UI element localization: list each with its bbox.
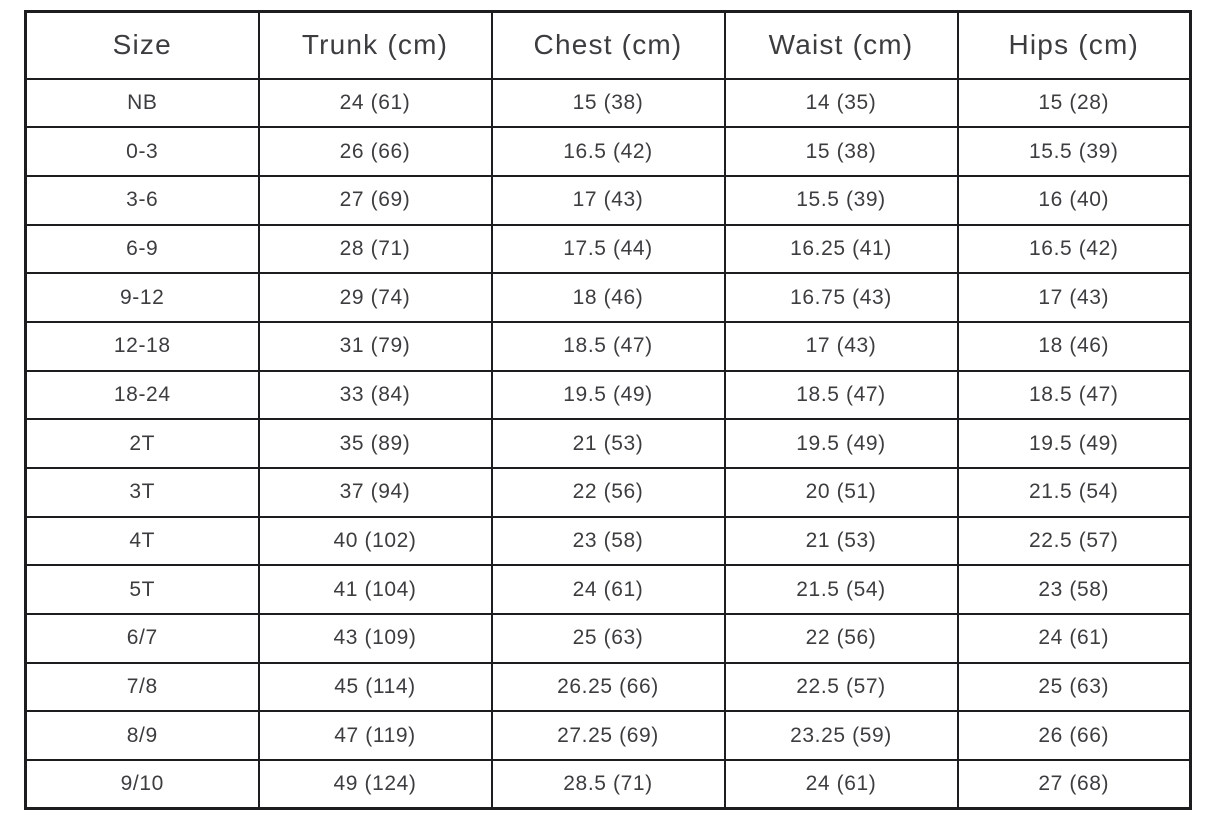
- measurement-cell: 18 (46): [492, 273, 725, 322]
- size-label-cell: 6-9: [26, 225, 259, 274]
- measurement-cell: 37 (94): [259, 468, 492, 517]
- size-label-cell: 6/7: [26, 614, 259, 663]
- measurement-cell: 21.5 (54): [725, 565, 958, 614]
- measurement-cell: 19.5 (49): [725, 419, 958, 468]
- column-header-waist-cm: Waist (cm): [725, 12, 958, 79]
- measurement-cell: 26 (66): [958, 711, 1191, 760]
- table-row-8-9: [26, 711, 1191, 760]
- table-header: [26, 12, 1191, 79]
- measurement-cell: 23 (58): [958, 565, 1191, 614]
- measurement-cell: 43 (109): [259, 614, 492, 663]
- measurement-cell: 15 (38): [725, 127, 958, 176]
- measurement-cell: 22 (56): [725, 614, 958, 663]
- table-row-9-12: [26, 273, 1191, 322]
- size-label-cell: 9-12: [26, 273, 259, 322]
- measurement-cell: 16.5 (42): [492, 127, 725, 176]
- measurement-cell: 24 (61): [259, 79, 492, 128]
- table-row-18-24: [26, 371, 1191, 420]
- size-chart-table: [24, 10, 1192, 810]
- measurement-cell: 20 (51): [725, 468, 958, 517]
- measurement-cell: 21.5 (54): [958, 468, 1191, 517]
- measurement-cell: 17 (43): [725, 322, 958, 371]
- measurement-cell: 24 (61): [958, 614, 1191, 663]
- size-label-cell: 3-6: [26, 176, 259, 225]
- measurement-cell: 24 (61): [725, 760, 958, 809]
- size-label-cell: 12-18: [26, 322, 259, 371]
- size-label-cell: 9/10: [26, 760, 259, 809]
- size-label-cell: 2T: [26, 419, 259, 468]
- measurement-cell: 21 (53): [492, 419, 725, 468]
- measurement-cell: 28.5 (71): [492, 760, 725, 809]
- table-row-nb: [26, 79, 1191, 128]
- size-label-cell: NB: [26, 79, 259, 128]
- measurement-cell: 27 (69): [259, 176, 492, 225]
- table-row-12-18: [26, 322, 1191, 371]
- measurement-cell: 16 (40): [958, 176, 1191, 225]
- measurement-cell: 22.5 (57): [958, 517, 1191, 566]
- measurement-cell: 19.5 (49): [492, 371, 725, 420]
- table-row-6-9: [26, 225, 1191, 274]
- measurement-cell: 22 (56): [492, 468, 725, 517]
- measurement-cell: 22.5 (57): [725, 663, 958, 712]
- measurement-cell: 15.5 (39): [958, 127, 1191, 176]
- table-row-0-3: [26, 127, 1191, 176]
- measurement-cell: 17 (43): [492, 176, 725, 225]
- measurement-cell: 16.25 (41): [725, 225, 958, 274]
- measurement-cell: 27 (68): [958, 760, 1191, 809]
- table-row-2t: [26, 419, 1191, 468]
- measurement-cell: 17 (43): [958, 273, 1191, 322]
- measurement-cell: 18 (46): [958, 322, 1191, 371]
- size-label-cell: 5T: [26, 565, 259, 614]
- measurement-cell: 18.5 (47): [725, 371, 958, 420]
- measurement-cell: 28 (71): [259, 225, 492, 274]
- measurement-cell: 14 (35): [725, 79, 958, 128]
- measurement-cell: 15.5 (39): [725, 176, 958, 225]
- table-body: [26, 79, 1191, 809]
- measurement-cell: 16.75 (43): [725, 273, 958, 322]
- measurement-cell: 31 (79): [259, 322, 492, 371]
- size-label-cell: 0-3: [26, 127, 259, 176]
- size-label-cell: 8/9: [26, 711, 259, 760]
- table-row-4t: [26, 517, 1191, 566]
- measurement-cell: 26.25 (66): [492, 663, 725, 712]
- measurement-cell: 27.25 (69): [492, 711, 725, 760]
- measurement-cell: 25 (63): [492, 614, 725, 663]
- measurement-cell: 15 (28): [958, 79, 1191, 128]
- measurement-cell: 45 (114): [259, 663, 492, 712]
- measurement-cell: 41 (104): [259, 565, 492, 614]
- measurement-cell: 40 (102): [259, 517, 492, 566]
- measurement-cell: 23 (58): [492, 517, 725, 566]
- size-label-cell: 3T: [26, 468, 259, 517]
- table-row-3t: [26, 468, 1191, 517]
- measurement-cell: 26 (66): [259, 127, 492, 176]
- column-header-size: Size: [26, 12, 259, 79]
- size-label-cell: 7/8: [26, 663, 259, 712]
- table-row-7-8: [26, 663, 1191, 712]
- measurement-cell: 18.5 (47): [958, 371, 1191, 420]
- table-row-9-10: [26, 760, 1191, 809]
- size-label-cell: 4T: [26, 517, 259, 566]
- column-header-trunk-cm: Trunk (cm): [259, 12, 492, 79]
- measurement-cell: 15 (38): [492, 79, 725, 128]
- measurement-cell: 29 (74): [259, 273, 492, 322]
- measurement-cell: 18.5 (47): [492, 322, 725, 371]
- measurement-cell: 19.5 (49): [958, 419, 1191, 468]
- measurement-cell: 35 (89): [259, 419, 492, 468]
- header-row: [26, 12, 1191, 79]
- measurement-cell: 47 (119): [259, 711, 492, 760]
- measurement-cell: 49 (124): [259, 760, 492, 809]
- table-row-3-6: [26, 176, 1191, 225]
- table-row-5t: [26, 565, 1191, 614]
- measurement-cell: 23.25 (59): [725, 711, 958, 760]
- column-header-chest-cm: Chest (cm): [492, 12, 725, 79]
- measurement-cell: 17.5 (44): [492, 225, 725, 274]
- measurement-cell: 16.5 (42): [958, 225, 1191, 274]
- column-header-hips-cm: Hips (cm): [958, 12, 1191, 79]
- measurement-cell: 33 (84): [259, 371, 492, 420]
- measurement-cell: 21 (53): [725, 517, 958, 566]
- size-label-cell: 18-24: [26, 371, 259, 420]
- measurement-cell: 25 (63): [958, 663, 1191, 712]
- table-row-6-7: [26, 614, 1191, 663]
- measurement-cell: 24 (61): [492, 565, 725, 614]
